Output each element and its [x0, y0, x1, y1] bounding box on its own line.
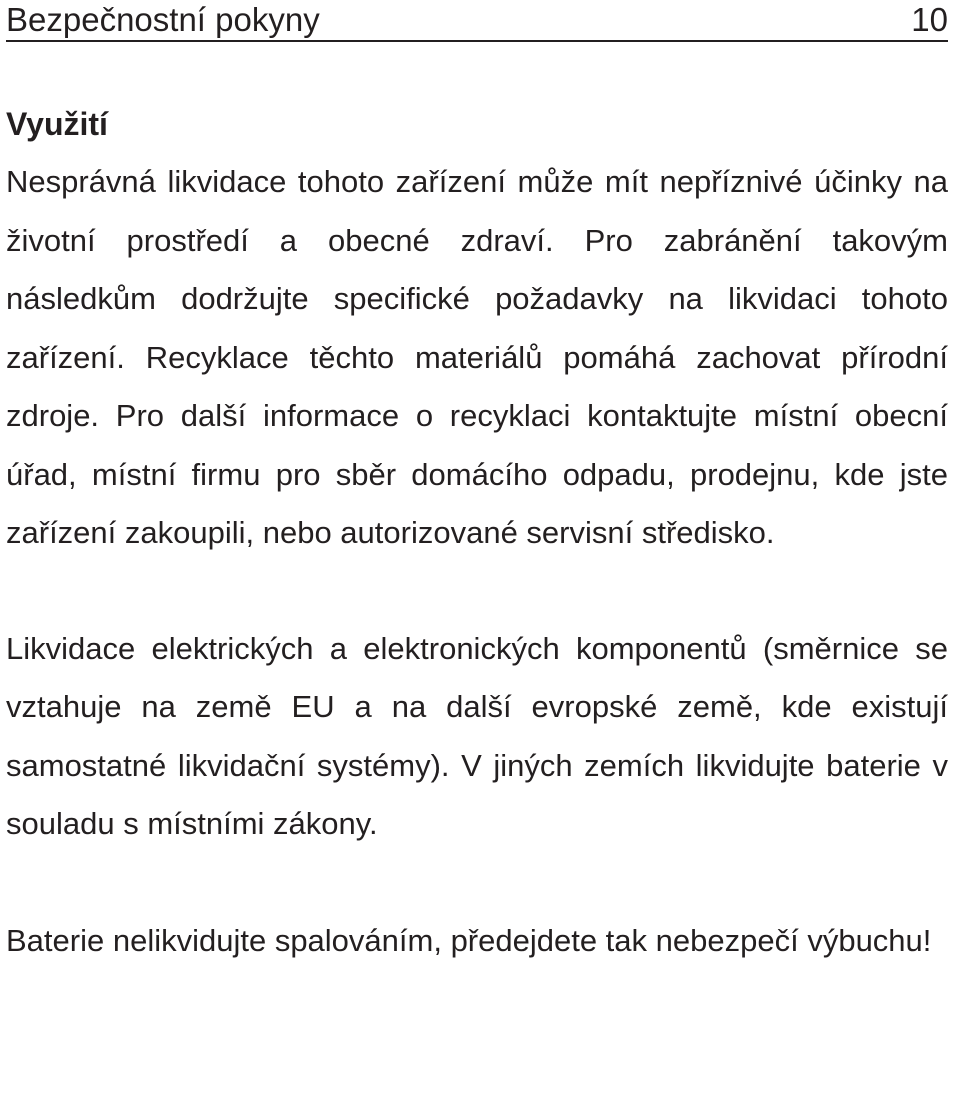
page-header: [6, 0, 948, 42]
section-heading: Využití: [6, 106, 108, 142]
header-title: Bezpečnostní pokyny: [6, 1, 320, 38]
page-number: 10: [911, 1, 948, 38]
paragraph-disposal: Nesprávná likvidace tohoto zařízení může mít nepříznivé účinky na životní prostředí a obecné zdraví. Pro zabránění takovým následkům dodržujte specifické požadavky na likvidaci tohoto zařízení. Recyklace těchto materiálů pomáhá zachovat přírodní zdroje. Pro další informace o recyklaci kontaktujte místní obecní úřad, místní firmu pro sběr domácího odpadu, prodejnu, kde jste zařízení zakoupili, nebo autorizované servisní středisko.: [6, 164, 948, 550]
paragraph-batteries: Baterie nelikvidujte spalováním, předejdete tak nebezpečí výbuchu!: [6, 922, 932, 958]
paragraph-electronics: Likvidace elektrických a elektronických komponentů (směrnice se vztahuje na země EU a na další evropské země, kde existují samostatné likvidační systémy). V jiných zemích likvidujte baterie v souladu s místními zákony.: [6, 630, 948, 841]
page-content: [6, 95, 948, 970]
